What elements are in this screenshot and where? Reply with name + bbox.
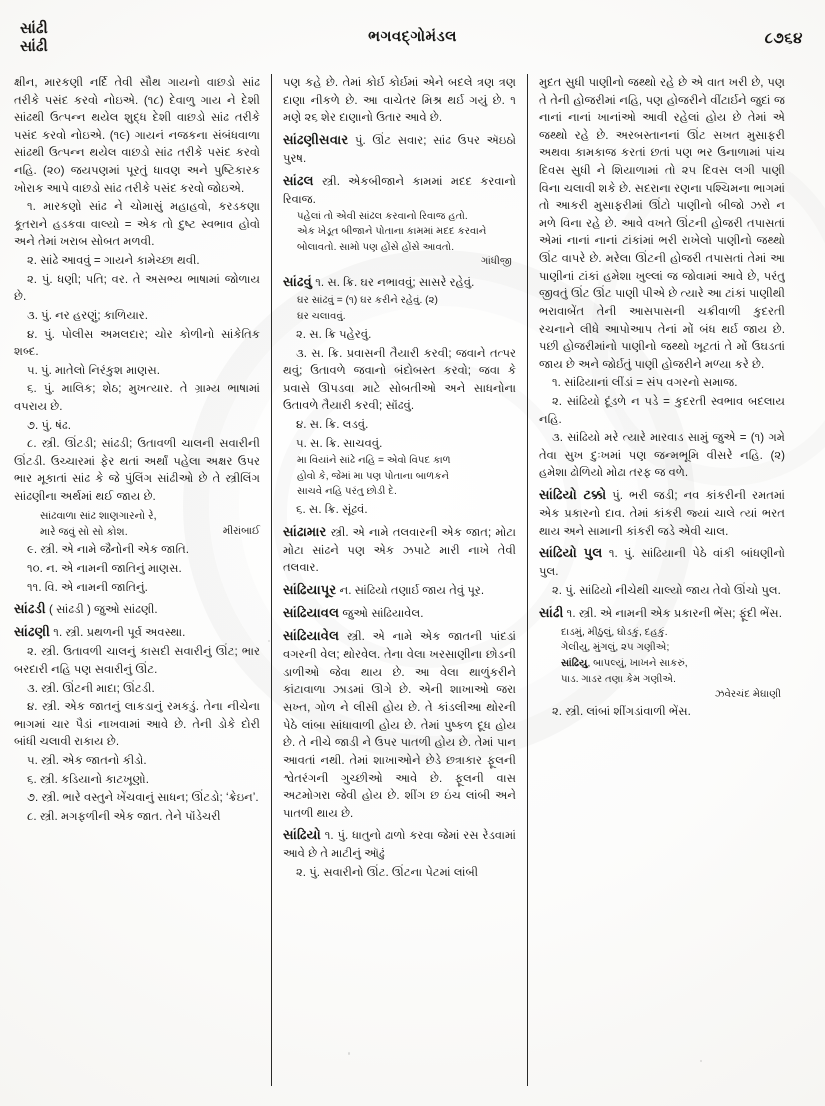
dictionary-entry: સાંઢણીસવાર પું. ઊંટ સવાર; સાંઢ ઉપર ઍઇઠો પુરષ. [283, 131, 516, 165]
sense-definition: ૩. સ્ત્રી. ઊંટની માદા; ઊંટડી. [27, 681, 155, 695]
sense-definition: ૮. સ્ત્રી. મગફળીની એક જાત. તેને પૉંડેચરી [27, 809, 221, 823]
sense-definition: ૧. મારકણો સાંઢ ને ચોમાસું મહાહવો, કરડકણા કૂતરાને હડકવા વાલ્યો = એક તો દુષ્ટ સ્વભાવ હોવો અને તેમાં ખરાબ સોબત મળવી. [14, 200, 260, 249]
dictionary-entry: સાંઢડી ( સાંઢડી ) જુઓ સાંઢણી. [14, 601, 158, 617]
dictionary-entry: સાંઢી ૧. સ્ત્રી. એ નામની એક પ્રકારની ભેંસ; ફૂંદી ભેંસ. [539, 604, 782, 620]
verse-attribution: મીરાંબાઈ [222, 526, 260, 538]
entry-continuation-text: પણ કહે છે. તેમાં કોર્ઇ કોર્ઇમાં એને બદલે ત્રણ ત્રણ દાણા નીકળે છે. આ વાચેતર મિશ્ર થર્ઇ ગયું છે. ૧ મણે ૨૬ શેર દાણાનો ઉતાર આવે છે. [283, 76, 516, 125]
sense-definition: ૨. પું. ધણી; પતિ; વર. તે અસભ્ય ભાષામાં જોળાય છે. [14, 272, 260, 304]
synonym-verse-list [539, 625, 785, 703]
sense-definition: ૪. સ. ક્રિ. લડવું. [296, 418, 369, 432]
sense-definition: ૮. સ્ત્રી. ઊંટડી; સાંઢડી; ઉતાવળી ચાલની સવારીની ઊંટડી. ઉચ્ચારમાં ફેર થતાં અર્થાં પહેલા અક્ષર ઉપર ભાર મૂકાતાં સાંઢ કે જે પુંલિંગ સાંઢીઓ છે તે સ્ત્રીલિંગ સાંઢણીના અર્થમાં થઈ જાય છે. [14, 437, 260, 504]
quote-line: પહેલાં તો એવી સાંઢલ કરવાનો રિવાજ હતો. [297, 211, 468, 223]
entry-continuation-text: ક્ષીન, મારકણી નર્દિ તેવી સૌથ ગાયનો વાછડો સાંઢ તરીકે પસંદ કરવો નોઇએ. (૧૮) દેવાળુ ગાય ને દેશી સાંઢથી ઉત્પન્ન થયેલ શુદ્ધ દેશી વાછડો સાંઢ તરીકે પસંદ કરવો નોઇએ. (૧૯) ગાયનં નજકના સંબંધવાળા સાંઢથી ઉત્પન્ન થયેલ વાછડો સાંઢ તરીકે પસંદ કરવો નહિ. (૨૦) જયપણમાં પૂરતું ધાવણ અને પુષ્ટિકારક ખોરાક આપે વાછડો સાંઢ તરીકે પસંદ કરવો જોઇએ. [14, 76, 260, 195]
dictionary-entry: સાંઢિયો ટક્કો પું. ભરી જડી; નવ કાંકરીની રમતમાં એક પ્રકારનો દાવ. તેમાં કાંકરી જ્યાં ચાલે ત્યાં ભરત થાય અને સામાની કાંકરી જડે એવી ચાલ. [539, 487, 785, 538]
sense-definition: ૧૧. વિ. એ નામની જાતિનું. [27, 580, 148, 594]
entry-headword: સાંઢિયો પુલ [539, 545, 603, 561]
dictionary-entry: સાંઢિયાવેલ સ્ત્રી. એ નામે એક જાતની પાંદડાં વગરની વેલ; થોરવેલ. તેના વેલા ખરસાણીના છોડની ડાળીઓ જેવા થાય છે. આ વેલા થાળુંકરીને કાંટાવાળા ઝાડમાં ઊગે છે. એની શાખાઓ જરા સખ્ત, ગોળ ને લીસી હોય છે. તે કાંડલીઆ થોરની પેઠે લાંબા સાંધાવાળી હોય છે. તેમાં પુષ્કળ દૂધ હોય છે. તે નીચે જાડી ને ઉપર પાતળી હોય છે. તેમાં પાન આવતાં નથી. તેમાં શાખાઓને છેડે છત્રાકાર ફૂલની શ્વેતરંગની ગુચ્છીઓ આવે છે. ફૂલની વાસ અટમોગરા જેવી હોય છે. શીંગ છ ઇંચ લાંબી અને પાતળી થાય છે. [283, 628, 516, 820]
verse-line: સાંઢવાળા સાંઢ શાણગારનો રે, [40, 509, 157, 522]
quote-line: સાચવે નહિ પરંતુ છોડી દે. [297, 485, 397, 497]
column-2 [271, 74, 528, 1086]
sense-definition: ૭. સ્ત્રી. ભારે વસ્તુને ખેંચવાનું સાધન; ઊંટડો; ‘ક્રેઇન’. [27, 791, 259, 805]
sense-definition: ૩. પું. નર હરણું; કાળિયાર. [27, 308, 149, 322]
dictionary-entry: સાંઢણી ૧. સ્ત્રી. પ્રથળની પૂર્વ અવસ્થા. [14, 624, 186, 640]
synonym-line: દાડમું, મીઠુલું, ઘોડકું, દહકું. [561, 626, 668, 638]
synonym-attribution: ઝવેરચંદ મેઘાણી [714, 688, 781, 700]
quote-line: ઘર સાંઢવું = (૧) ઘર કરીને રહેવું. (૨) [297, 295, 438, 307]
entry-headword: સાંઢણી [14, 624, 51, 640]
sense-definition: ૭. પું. ષંઢ. [27, 418, 71, 432]
sense-definition: ૨. સ્ત્રી. ઉતાવળી ચાલનું કાસદી સવારીનું ઊંટ; ભાર બરદારી નહિ પણ સવારીનું ઊંટ. [14, 645, 260, 676]
dictionary-entry: સાંઢિયો પુલ ૧. પું. સાંઢિયાની પેઠે વાંકી બાંધણીનો પુલ. [539, 545, 785, 579]
quote-line: એક ખેડૂત બીજાને પોતાના કામમાં મદદ કરવાને [297, 226, 487, 238]
highlighted-headword: સાંઢિયુ [561, 658, 588, 670]
dictionary-entry: સાંઢામાર સ્ત્રી. એ નામે તલવારની એક જાત; મોટા મોટા સાંઢને પણ એક ઝપાટે મારી નાખે તેવી તલવાર. [283, 523, 516, 575]
quote-line: હોવો કે, જેમાં મા પણ પોતાના બાળકને [297, 470, 450, 482]
sense-definition: ૨. પું. સાંઢિયો નીચેથી ચાલ્યો જાય તેવો ઊંચો પુલ. [552, 583, 781, 597]
sense-definition: ૬. સ. ક્રિ. સૂંઢવં. [296, 503, 368, 517]
sense-definition: ૧૦. ન. એ નામની જાતિનું માણસ. [27, 562, 182, 576]
quote-attribution: ગાંધીજી [480, 256, 512, 268]
sense-definition: ૪. સ્ત્રી. એક જાતનું લાકડાનું રમકડું. તેના નીચેના ભાગમાં ચાર પૈડાં નાખવામાં આવે છે. તેની ડોકે દોરી બાંધી ચલાવી રાકાય છે. [14, 700, 260, 749]
sense-definition: ૩. સાંઢિયો મરે ત્યારે મારવાડ સામું જુએ = (૧) ગમે તેવા સુખ દુઃખમાં પણ જન્મભૂમિ વીસરે નહિ. (૨) હમેશા ઢોળિયો મોઢા તરફ જ વળે. [539, 431, 785, 480]
sense-definition: ૬. સ્ત્રી. કડિયાનો કાટખૂણો. [27, 772, 149, 786]
illustrative-quote [283, 209, 516, 269]
sense-definition: ૬. પું. માલિક; શેઠ; મુખત્યાર. તે ગ્રામ્ય ભાષામાં વપરાય છે. [14, 382, 260, 413]
illustrative-quote [283, 293, 516, 324]
entry-headword: સાંઢિયો ટક્કો [539, 487, 607, 503]
book-title: ભગવદ્ગોમંડલ [368, 28, 457, 45]
sense-definition: ૨. સાંઢિયો દૂંડળે ન પડે = કુદરતી સ્વભાવ બદલાય નહિ. [539, 394, 785, 426]
entry-headword: સાંઢિયો [283, 827, 321, 843]
verse-quotation [14, 508, 260, 541]
sense-definition: ૨. પું. સવારીનો ઊંટ. ઊંટના પેટમાં લાંબી [296, 866, 479, 880]
sense-definition: ૩. સ. ક્રિ. પ્રવાસની તૈયારી કરવી; જવાને તત્પર થવું; ઉતાવળે જવાનો બંદોબસ્ત કરવો; જવા કે પ્રવાસે ઊપડવા માટે સોબતીઓ અને સાધનોના ઉતાવળે તૈયારી કરવી; સૉંઢવું. [283, 346, 516, 413]
synonym-line: સાંઢિયુ, બાપલ્યું, ખાખને સાકરું, [561, 658, 688, 670]
entry-headword: સાંઢિયાવલ [283, 605, 340, 621]
sense-definition: ૨. સ. ક્રિ પહેરવું. [296, 328, 372, 342]
illustrative-quote [283, 453, 516, 499]
dictionary-entry: સાંઢિયો ૧. પું. ધાતુનો ઢાળો કરવા જેમાં રસ રેડવામાં આવે છે તે માટીનું ઑઢું [283, 827, 516, 861]
entry-headword: સાંઢી [539, 604, 564, 620]
column-1 [14, 74, 271, 1086]
quote-line: મા વિયાંને સાંઢે નહિ = એવો વિપદ કાળ [297, 455, 451, 467]
sense-definition: ૫. પું. માતેલો નિરંકુશ માણસ. [27, 363, 160, 377]
entry-headword: સાંઢિયાપૂર [283, 582, 337, 598]
running-head-left-line2: સાંઢી [20, 38, 48, 56]
page-number: ૮૭૬૪ [764, 30, 803, 47]
running-head [18, 22, 807, 68]
sense-definition: ૪. પું. પોલીસ અમલદાર; ચોર કોળીનો સાંકેતિક શબ્દ. [14, 327, 260, 359]
synonym-line: પાડ. ગાડર તણા કેમ ગણીએ. [561, 674, 676, 686]
sense-definition: ૨. સાંઢે આવવું = ગાયને કામેચ્છા થવી. [27, 254, 200, 268]
dictionary-entry: સાંઢવું ૧. સ. ક્રિ. ઘર નભાવવું; સાસરે રહેવું. [283, 274, 475, 290]
entry-headword: સાંઢામાર [283, 523, 327, 539]
text-columns [14, 74, 811, 1086]
dictionary-entry: સાંઢિયાવલ જુઓ સાંઢિયાવેલ. [283, 605, 424, 621]
entry-headword: સાંઢવું [283, 274, 312, 290]
quote-line: બોલાવતો. સામો પણ હોંસે હોંસે આવતો. [297, 241, 455, 253]
sense-definition: ૫. સ્ત્રી. એક જાતનો કીડો. [27, 754, 147, 768]
entry-headword: સાંઢલ [283, 172, 314, 188]
sense-definition: ૨. સ્ત્રી. લાંબાં શીંગડાંવાળી ભેંસ. [552, 704, 691, 718]
entry-headword: સાંઢણીસવાર [283, 131, 349, 147]
sense-definition: ૯. સ્ત્રી. એ નામે જૈનોની એક જાતિ. [27, 543, 189, 557]
column-3 [528, 74, 785, 1086]
entry-headword: સાંઢિયાવેલ [283, 628, 340, 644]
sense-definition: ૫. સ. ક્રિ. સાચવવું. [296, 436, 383, 450]
synonym-line: ગેલીયુ, મુંગલું, ૨૫ ગણીએ; [561, 642, 670, 654]
sense-definition: ૧. સાંઢિયાનાં લીંડાં = સંપ વગરનો સમાજ. [552, 376, 738, 390]
dictionary-entry: સાંઢિયાપૂર ન. સાંઢિયો તણાર્ઇ જાય તેવું પૂર. [283, 582, 485, 598]
entry-headword: સાંઢડી [14, 601, 46, 617]
dictionary-entry: સાંઢલ સ્ત્રી. એકબીજાને કામમાં મદદ કરવાનો રિવાજ. [283, 172, 516, 206]
entry-continuation-text: મુદત સુધી પાણીનો જથ્થો રહે છે એ વાત ખરી છે, પણ તે તેની હોજરીમાં નહિ, પણ હોજરીને વીંટાર્ઇને જુદાં જ નાનાં નાનાં ખાનાંઓ આવી રહેલાં હોય છે તેમાં એ જથ્થો રહે છે. અરબસ્તાનનાં ઊંટ સખત મુસાફરી અથવા કામકાજ કરતાં છતાં પણ ભર ઉનાળામાં પાંચ દિવસ સુધી ને શિયાળામાં તો ૨૫ દિવસ લગી પાણી વિના ચલાવી શકે છે. સદરાના રણના પશ્ચિમના ભાગમાં તો આકરી મુસાફરીમાં ઊંટો પાણીનો બીજો ઝરો ન મળે વિના રહે છે. આવે વખતે ઊંટની હોજરી તપાસતાં એમાં નાનાં નાનાં ટાંકાંમાં ભરી રાખેલો પાણીનો જથ્થો ઊંટ વાપરે છે. મરેલા ઊંટની હોજરી તપાસતાં તેમાં આ પાણીનાં ટાંકાં હમેશા ખુલ્લાં જ જોવામાં આવે છે, પરંતુ જીવતું ઊંટ ઊંટ પાણી પીએ છે ત્યારે આ ટાંકાં પાણીથી ભરાવાબેંત તેની આસપાસની ચક્રીવાળી કુદરતી રચનાને લીધે આપોઆપ તેનાં મોં બંધ થર્ઇ જાય છે. પછી હોજરીમાંનો પાણીનો જથ્થો ખૂટતાં તે મોં ઉઘડતાં જાય છે અને જોર્ઇતું પાણી હોજરીને મળ્યા કરે છે. [539, 76, 785, 371]
quote-line: ઘર ચલાવવું. [297, 310, 346, 322]
running-head-left-line1: સાંઢી [20, 20, 48, 37]
verse-line: મારે જવું સો સો કોશ. મીરાંબાઈ [40, 524, 260, 540]
